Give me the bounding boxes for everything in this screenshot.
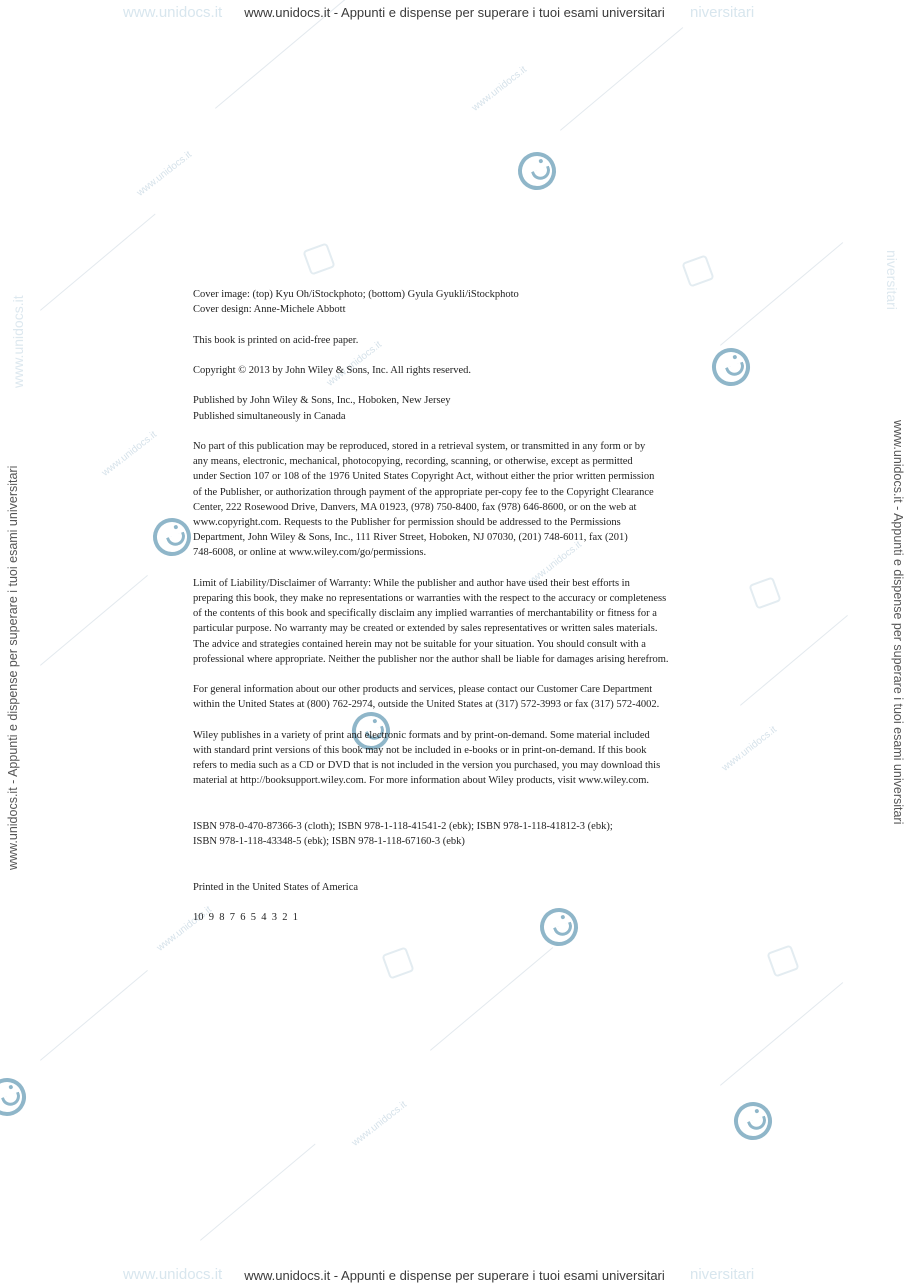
published-canada: Published simultaneously in Canada: [193, 410, 346, 422]
permissions-line: any means, electronic, mechanical, photocopying, recording, scanning, or otherwise, except as permitted: [193, 456, 633, 468]
liability-line: The advice and strategies contained herein may not be suitable for your situation. You should consult with a: [193, 638, 646, 650]
watermark-line: [40, 970, 148, 1061]
publisher-info: [193, 393, 753, 423]
watermark-diagonal-text: www.unidocs.it: [325, 339, 384, 389]
permissions-line: 748-6008, or online at www.wiley.com/go/permissions.: [193, 547, 427, 559]
watermark-diagonal-text: www.unidocs.it: [100, 429, 159, 479]
print-line: 10 9 8 7 6 5 4 3 2 1: [193, 912, 298, 924]
watermark-side-right-faint: niversitari: [884, 250, 900, 310]
liability-line: preparing this book, they make no representations or warranties with the respect to the accuracy or completeness: [193, 592, 667, 604]
print-on-demand-line: refers to media such as a CD or DVD that is not included in the version you purchased, you may download this: [193, 760, 661, 772]
watermark-faint-top-right: niversitari: [690, 4, 755, 21]
cover-design-credit: Cover design: Anne-Michele Abbott: [193, 304, 346, 316]
general-info-paragraph: [193, 682, 753, 712]
unidocs-mark-icon: [681, 254, 714, 287]
watermark-line: [560, 27, 683, 131]
watermark-side-left: www.unidocs.it - Appunti e dispense per superare i tuoi esami universitari: [6, 465, 20, 870]
liability-paragraph: [193, 576, 753, 667]
permissions-line: www.copyright.com. Requests to the Publisher for permission should be addressed to the Permissions: [193, 516, 621, 528]
print-on-demand-line: with standard print versions of this book may not be included in e-books or in print-on-demand. If this book: [193, 744, 647, 756]
general-info-line: For general information about our other products and services, please contact our Customer Care Department: [193, 684, 653, 696]
permissions-line: of the Publisher, or authorization through payment of the appropriate per-copy fee to the Copyright Clearance: [193, 486, 654, 498]
unidocs-logo-icon: [729, 1097, 778, 1146]
unidocs-mark-icon: [748, 576, 781, 609]
permissions-paragraph: [193, 439, 753, 561]
acid-free-note: This book is printed on acid-free paper.: [193, 334, 359, 346]
permissions-line: No part of this publication may be reproduced, stored in a retrieval system, or transmitted in any form or by: [193, 440, 646, 452]
watermark-line: [200, 1144, 316, 1241]
watermark-banner-bottom: www.unidocs.it - Appunti e dispense per superare i tuoi esami universitari: [244, 1268, 665, 1283]
watermark-diagonal-text: www.unidocs.it: [525, 539, 584, 589]
watermark-diagonal-text: www.unidocs.it: [720, 724, 779, 774]
printed-in: Printed in the United States of America: [193, 882, 359, 893]
print-on-demand-line: material at http://booksupport.wiley.com. For more information about Wiley products, visit www.wiley.com.: [193, 775, 650, 787]
watermark-side-right: www.unidocs.it - Appunti e dispense per superare i tuoi esami universitari: [891, 420, 905, 825]
liability-line: of the contents of this book and specifically disclaim any implied warranties of merchantability or fitness for a: [193, 608, 657, 620]
isbn-block: [193, 819, 753, 849]
watermark-line: [40, 575, 148, 666]
print-on-demand-paragraph: [193, 728, 753, 789]
cover-credits: [193, 287, 753, 317]
watermark-diagonal-text: www.unidocs.it: [350, 1099, 409, 1149]
unidocs-mark-icon: [302, 242, 335, 275]
unidocs-mark-icon: [766, 944, 799, 977]
watermark-faint-top-left: www.unidocs.it: [123, 4, 223, 21]
isbn-line: ISBN 978-1-118-43348-5 (ebk); ISBN 978-1-118-67160-3 (ebk): [193, 835, 465, 847]
unidocs-logo-icon: [513, 147, 562, 196]
liability-line: Limit of Liability/Disclaimer of Warranty: While the publisher and author have used their best efforts in: [193, 577, 630, 589]
watermark-line: [40, 214, 156, 311]
unidocs-logo-icon: [0, 1073, 31, 1122]
watermark-diagonal-text: www.unidocs.it: [470, 64, 529, 114]
general-info-line: within the United States at (800) 762-2974, outside the United States at (317) 572-3993 or fax (317) 572-4002.: [193, 699, 660, 711]
watermark-faint-bottom-left: www.unidocs.it: [123, 1266, 223, 1283]
watermark-banner-top: www.unidocs.it - Appunti e dispense per superare i tuoi esami universitari: [244, 5, 665, 20]
permissions-line: Department, John Wiley & Sons, Inc., 111 River Street, Hoboken, NJ 07030, (201) 748-6011, fax (201): [193, 532, 628, 544]
watermark-line: [740, 615, 848, 706]
watermark-diagonal-text: www.unidocs.it: [155, 904, 214, 954]
copyright-page: [193, 287, 753, 941]
liability-line: professional where appropriate. Neither the publisher nor the author shall be liable for damages arising herefrom.: [193, 653, 669, 665]
watermark-line: [430, 947, 553, 1051]
watermark-side-left-faint: www.unidocs.it: [10, 295, 26, 388]
unidocs-logo-icon: [148, 513, 197, 562]
print-on-demand-line: Wiley publishes in a variety of print and electronic formats and by print-on-demand. Some material included: [193, 729, 650, 741]
watermark-diagonal-text: www.unidocs.it: [135, 149, 194, 199]
unidocs-mark-icon: [381, 946, 414, 979]
copyright-notice: Copyright © 2013 by John Wiley & Sons, Inc. All rights reserved.: [193, 364, 472, 376]
liability-line: particular purpose. No warranty may be created or extended by sales representatives or written sales materials.: [193, 623, 658, 635]
cover-image-credit: Cover image: (top) Kyu Oh/iStockphoto; (bottom) Gyula Gyukli/iStockphoto: [193, 289, 519, 300]
permissions-line: Center, 222 Rosewood Drive, Danvers, MA 01923, (978) 750-8400, fax (978) 646-8600, or on the web at: [193, 501, 637, 513]
published-by: Published by John Wiley & Sons, Inc., Hoboken, New Jersey: [193, 395, 451, 407]
isbn-line: ISBN 978-0-470-87366-3 (cloth); ISBN 978-1-118-41541-2 (ebk); ISBN 978-1-118-41812-3 (ebk);: [193, 820, 613, 832]
watermark-faint-bottom-right: niversitari: [690, 1266, 755, 1283]
permissions-line: under Section 107 or 108 of the 1976 United States Copyright Act, without either the prior written permission: [193, 471, 655, 483]
watermark-line: [720, 982, 843, 1086]
